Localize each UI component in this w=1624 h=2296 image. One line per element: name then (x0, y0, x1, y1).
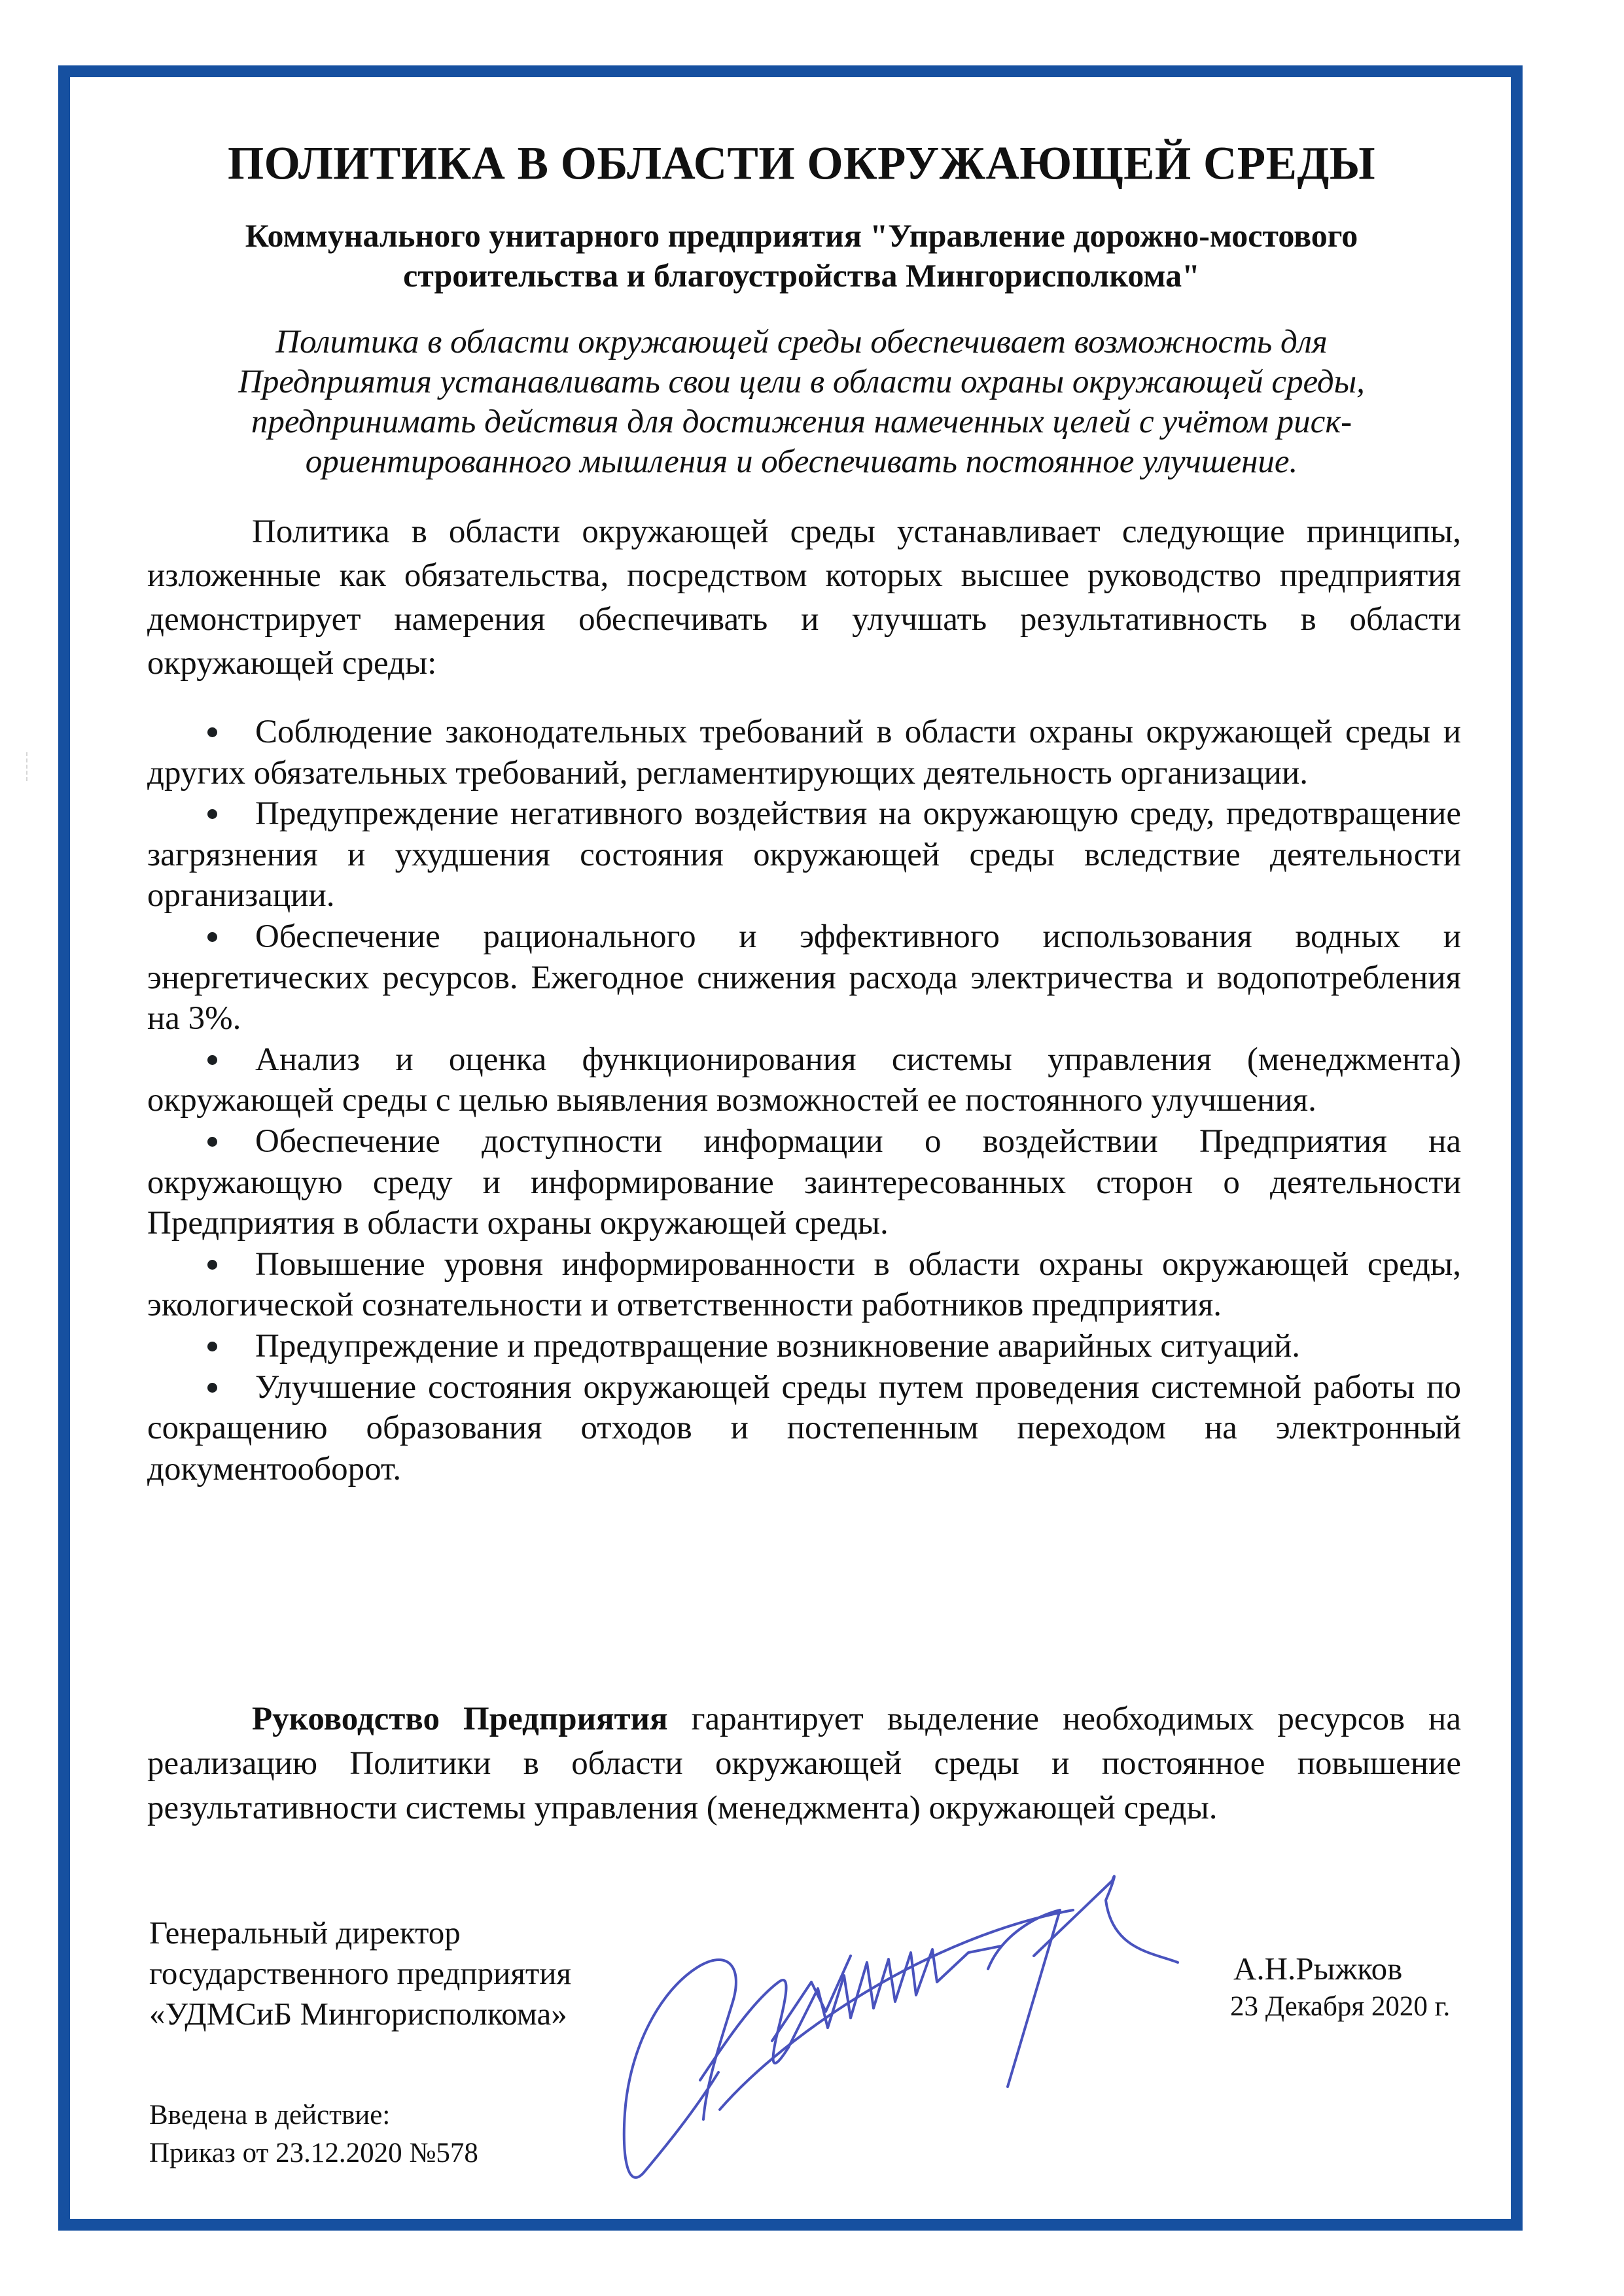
intro-line: Политика в области окружающей среды обеспечивает возможность для (275, 324, 1328, 360)
scan-artifact-mark (26, 752, 51, 781)
intro-line: предпринимать действия для достижения намеченных целей с учётом риск- (251, 404, 1352, 440)
enactment-label: Введена в действие: (149, 2100, 391, 2131)
signature-date: 23 Декабря 2020 г. (1230, 1991, 1451, 2022)
commitment-text: гарантирует выделение необходимых ресурсов на реализацию Политики в области окружающей среды и постоянное повышение результативности системы управления (менеджмента) окружающей среды. (147, 1701, 1461, 1826)
bullet-icon (207, 727, 217, 737)
list-item: Повышение уровня информированности в области охраны окружающей среды, экологической сознательности и ответственности работников предприятия. (147, 1245, 1461, 1324)
bullet-icon (207, 1342, 217, 1351)
intro-statement (144, 322, 1459, 482)
intro-line: ориентированного мышления и обеспечивать постоянное улучшение. (305, 444, 1298, 480)
list-item: Предупреждение негативного воздействия на окружающую среду, предотвращение загрязнения и ухудшения состояния окружающей среды вследствие деятельности организации. (147, 795, 1461, 914)
commitment-bold: Руководство Предприятия (252, 1701, 668, 1737)
principles-paragraph (147, 510, 1461, 686)
principles-list (147, 712, 1461, 1489)
principles-paragraph-text: Политика в области окружающей среды устанавливает следующие принципы, изложенные как обязательства, посредством которых высшее руководство предприятия демонстрирует намерения обеспечивать и улучшать результативность в области окружающей среды: (147, 513, 1461, 682)
list-item: Улучшение состояния окружающей среды путем проведения системной работы по сокращению образования отходов и постепенным переходом на электронный документооборот. (147, 1368, 1461, 1487)
signatory-name: А.Н.Рыжков (1233, 1951, 1403, 1987)
document-title: ПОЛИТИКА В ОБЛАСТИ ОКРУЖАЮЩЕЙ СРЕДЫ (227, 137, 1376, 190)
bullet-icon (207, 1383, 217, 1393)
bullet-icon (207, 1055, 217, 1065)
list-item: Предупреждение и предотвращение возникновение аварийных ситуаций. (147, 1326, 1461, 1367)
enactment-order: Приказ от 23.12.2020 №578 (149, 2138, 478, 2168)
bullet-icon (207, 1137, 217, 1147)
commitment-paragraph (147, 1697, 1461, 1830)
list-item: Обеспечение рационального и эффективного использования водных и энергетических ресурсов. Ежегодное снижения расхода электричества и водопотребления на 3%. (147, 918, 1461, 1037)
bullet-icon (207, 1260, 217, 1270)
subtitle-line: Коммунального унитарного предприятия "Управление дорожно-мостового (245, 217, 1358, 254)
intro-line: Предприятия устанавливать свои цели в области охраны окружающей среды, (238, 364, 1365, 400)
handwritten-signature-icon (589, 1845, 1210, 2211)
list-item: Обеспечение доступности информации о воздействии Предприятия на окружающую среду и информирование заинтересованных сторон о деятельности Предприятия в области охраны окружающей среды. (147, 1122, 1461, 1242)
signatory-position: Генеральный директор государственного предприятия «УДМСиБ Мингорисполкома» (149, 1915, 572, 2032)
list-item: Анализ и оценка функционирования системы управления (менеджмента) окружающей среды с целью выявления возможностей ее постоянного улучшения. (147, 1041, 1461, 1119)
bullet-icon (207, 932, 217, 942)
document-subtitle (144, 216, 1459, 296)
list-item: Соблюдение законодательных требований в области охраны окружающей среды и других обязательных требований, регламентирующих деятельность организации. (147, 714, 1461, 791)
enactment-note (149, 2096, 478, 2172)
bullet-icon (207, 809, 217, 819)
subtitle-line: строительства и благоустройства Мингорисполкома" (403, 257, 1200, 294)
